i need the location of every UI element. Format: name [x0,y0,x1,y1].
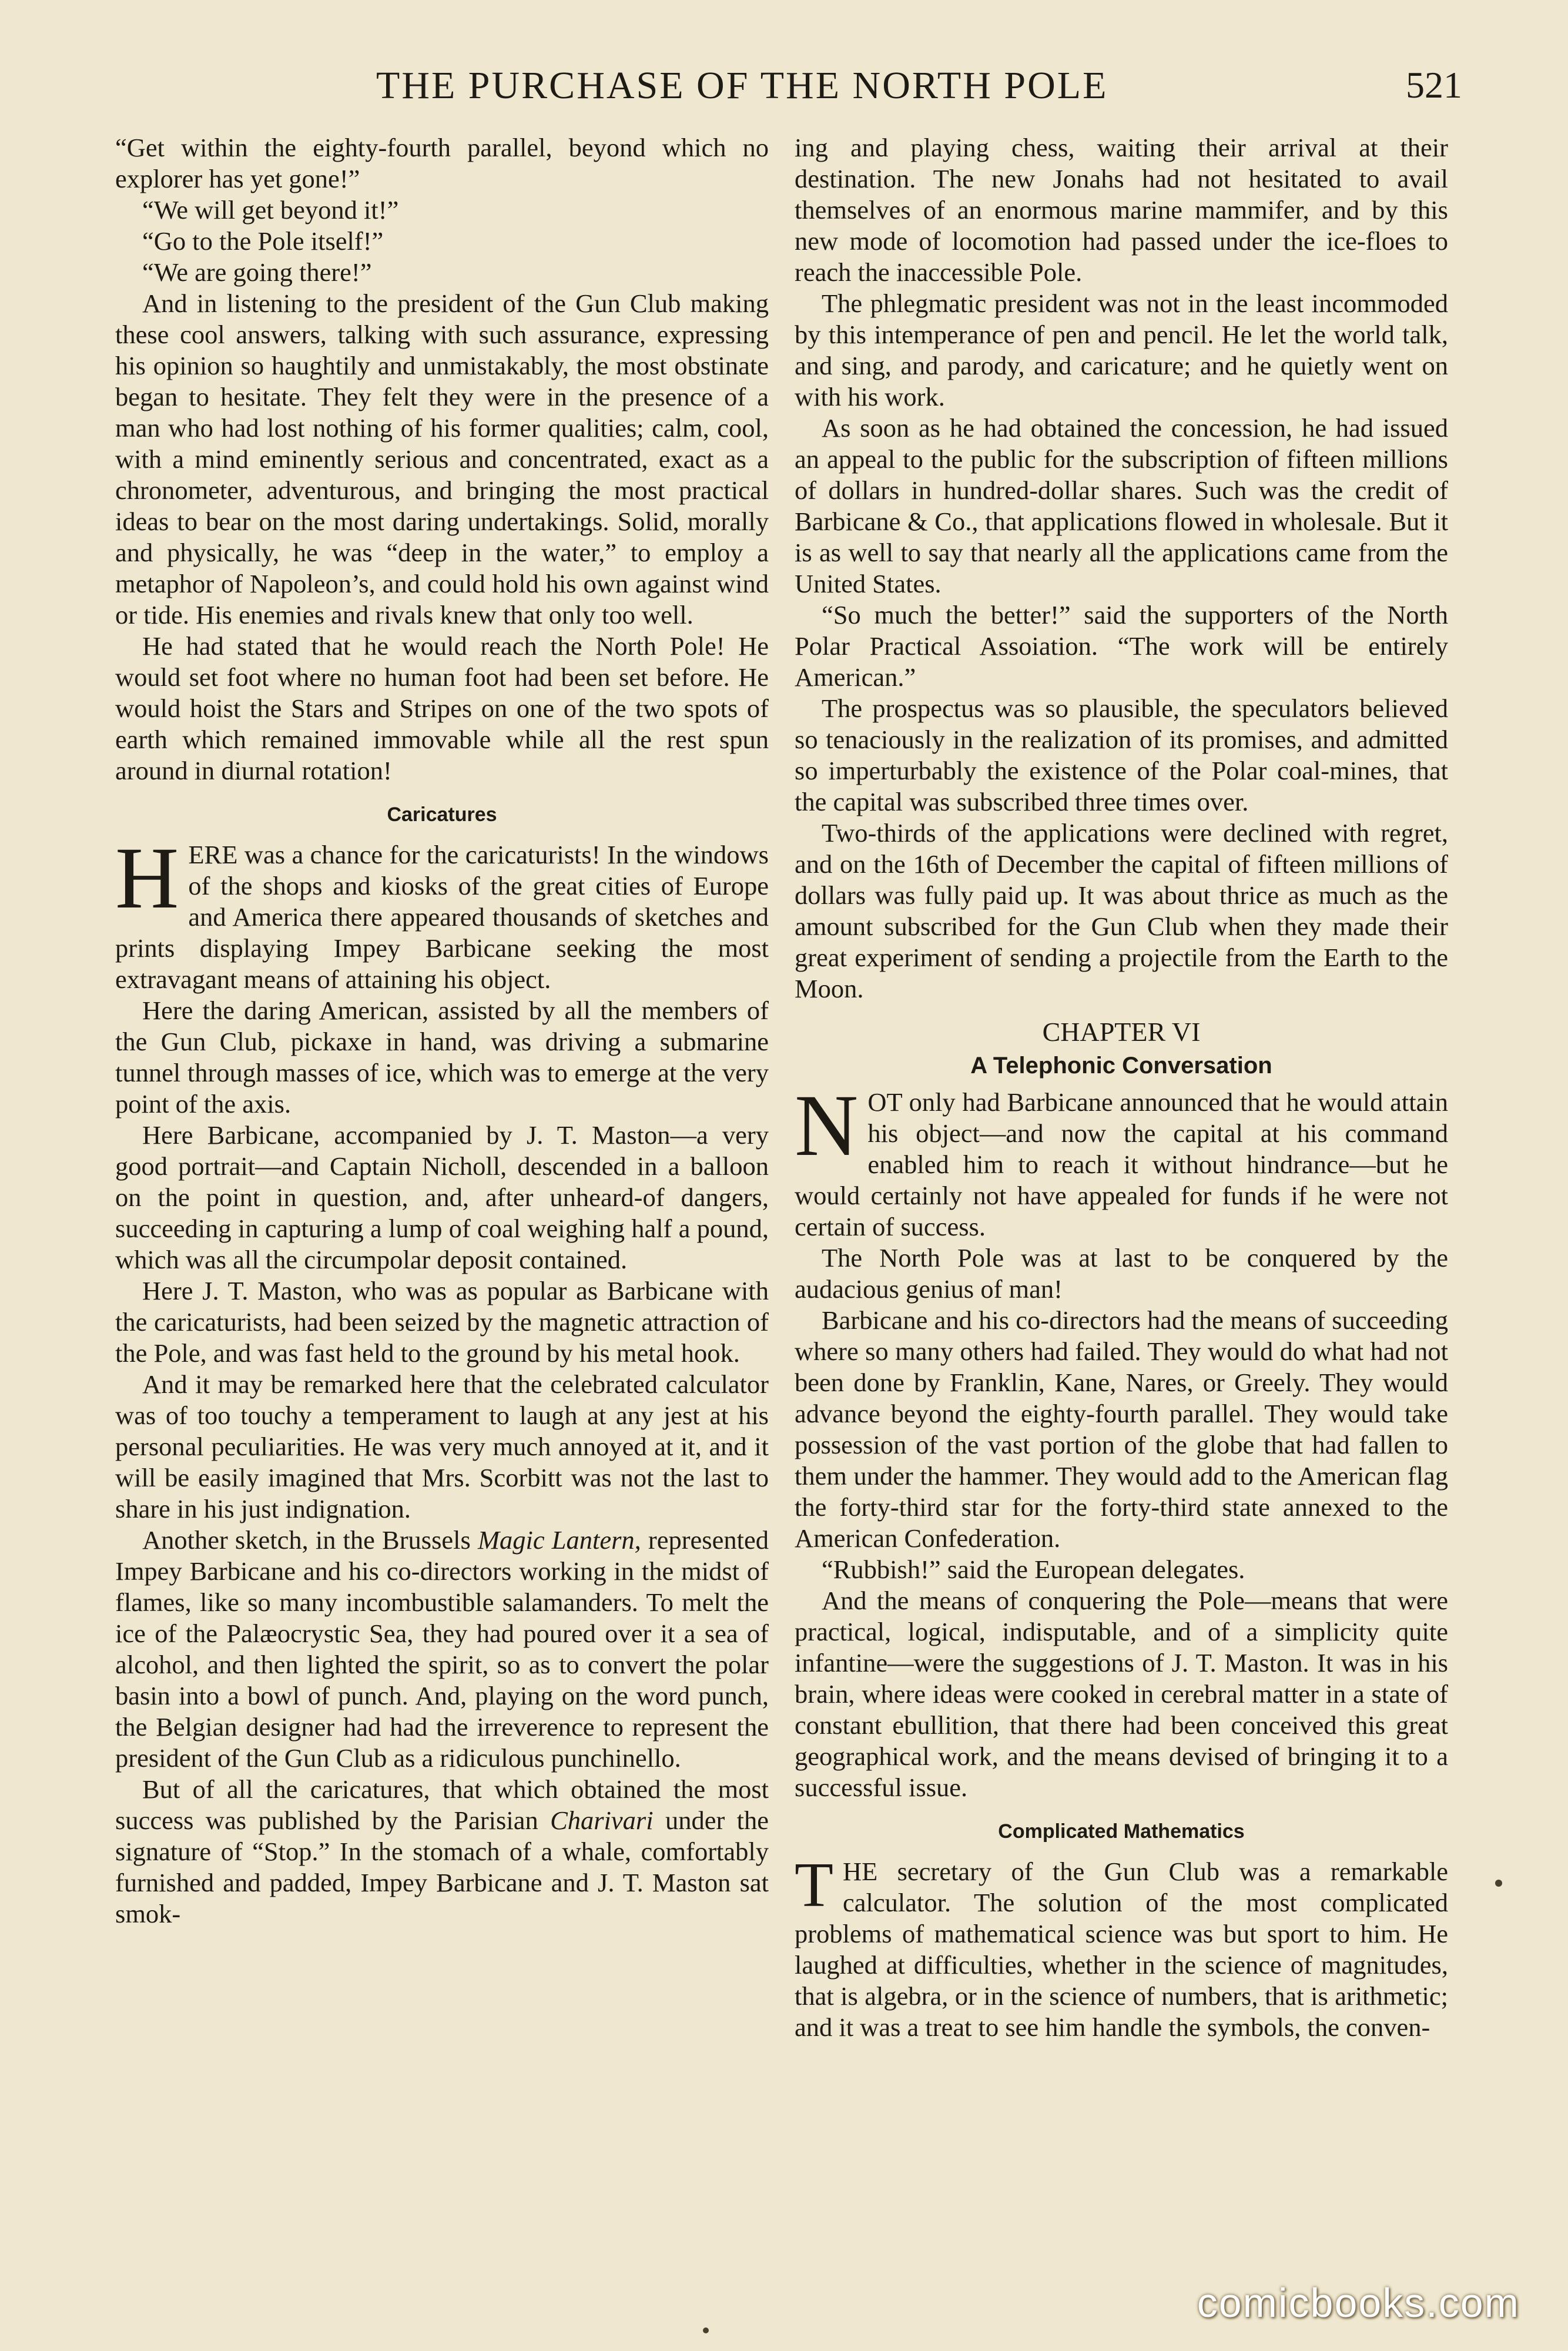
running-title: THE PURCHASE OF THE NORTH POLE [376,64,1108,107]
paragraph-text: Another sketch, in the Brussels [142,1525,478,1555]
paragraph-text: ERE was a chance for the caricaturists! In the windows of the shops and kiosks of the great cities of Europe and America there appeared thousands of sketches and prints displaying Impey Barbicane seeking the most extravagant means of attaining his object. [115,840,769,994]
paragraph: “Get within the eighty-fourth parallel, beyond which no explorer has yet gone!” [115,133,769,193]
paragraph: As soon as he had obtained the concession, he had issued an appeal to the public for the subscription of fifteen millions of dollars in hundred-dollar shares. Such was the credit of Barbicane & Co., that applications flowed in wholesale. But it is as well to say that nearly all the applications came from the United States. [795,413,1448,598]
paragraph: The phlegmatic president was not in the least incommoded by this intemperance of pen and pencil. He let the world talk, and sing, and parody, and caricature; and he quietly went on with his work. [795,289,1448,411]
drop-cap: T [795,1850,833,1920]
drop-cap: H [115,829,179,927]
paragraph: He had stated that he would reach the North Pole! He would set foot where no human foot had been set before. He would hoist the Stars and Stripes on one of the two spots of earth which remained immovable while all the rest spun around in diurnal rotation! [115,631,769,785]
paragraph: And the means of conquering the Pole—means that were practical, logical, indisputable, and of a simplicity quite infantine—were the suggestions of J. T. Maston. It was in his brain, where ideas were cooked in cerebral matter in a state of constant ebullition, that there had been conceived this great geographical work, and the means devised of bringing it to a successful issue. [795,1586,1448,1802]
paragraph: Here J. T. Maston, who was as popular as Barbicane with the caricaturists, had been seized by the magnetic attraction of the Pole, and was fast held to the ground by his metal hook. [115,1276,769,1368]
paragraph: “We are going there!” [142,257,372,287]
publication-title: Magic Lantern, [477,1525,641,1555]
paragraph: Here the daring American, assisted by all the members of the Gun Club, pickaxe in hand, was driving a submarine tunnel through masses of ice, which was to emerge at the very point of the axis. [115,996,769,1118]
page-header [118,63,1474,128]
paragraph: Barbicane and his co-directors had the means of succeeding where so many others had failed. They would do what had not been done by Franklin, Kane, Nares, or Greely. They would advance beyond the eighty-fourth parallel. They would take possession of the vast portion of the globe that had fallen to them under the hammer. They would add to the American flag the forty-third star for the forty-third state annexed to the American Confederation. [795,1305,1448,1553]
section-subhead: Caricatures [387,803,497,826]
left-column [115,132,769,1930]
drop-cap: N [795,1077,859,1174]
page-number: 521 [1406,64,1462,106]
paragraph: The prospectus was so plausible, the speculators believed so tenaciously in the realization of its promises, and admitted so imperturbably the existence of the Polar coal-mines, that the capital was subscribed three times over. [795,694,1448,816]
paragraph [115,1774,769,1930]
paragraph: Here Barbicane, accompanied by J. T. Maston—a very good portrait—and Captain Nicholl, descended in a balloon on the point in question, and, after unheard-of dangers, succeeding in capturing a lump of coal weighing half a pound, which was all the circumpolar deposit contained. [115,1120,769,1274]
paragraph-text: HE secretary of the Gun Club was a remarkable calculator. The solution of the most complicated problems of mathematical science was but sport to him. He laughed at difficulties, whether in the science of magnitudes, that is algebra, or in the science of numbers, that is arithmetic; and it was a treat to see him handle the symbols, the conven- [795,1857,1448,2042]
paragraph: ing and playing chess, waiting their arrival at their destination. The new Jonahs had not hesitated to avail themselves of an enormous marine mammifer, and by this new mode of locomotion had passed under the ice-floes to reach the inaccessible Pole. [795,133,1448,287]
publication-title: Charivari [550,1806,654,1835]
paragraph: “Go to the Pole itself!” [142,226,384,256]
right-column [795,132,1448,2043]
paragraph-text: OT only had Barbicane announced that he would attain his object—and now the capital at his command enabled him to reach it without hindrance—but he would certainly not have appealed for funds if he were not certain of success. [795,1087,1448,1241]
paragraph-text: under the signature of “Stop.” In the stomach of a whale, comfortably furnished and padded, Impey Barbicane and J. T. Maston sat smok- [115,1806,769,1928]
paragraph: “So much the better!” said the supporters of the North Polar Practical Assoiation. “The work will be entirely American.” [795,600,1448,692]
paragraph: The North Pole was at last to be conquered by the audacious genius of man! [795,1243,1448,1304]
paragraph-text: But of all the caricatures, that which obtained the most success was published by the Parisian [115,1774,769,1835]
paragraph-text: represented Impey Barbicane and his co-directors working in the midst of flames, like so many incombustible salamanders. To melt the ice of the Palæocrystic Sea, they had poured over it a sea of alcohol, and then lighted the spirit, so as to convert the polar basin into a bowl of punch. And, playing on the word punch, the Belgian designer had had the irreverence to represent the president of the Gun Club as a ridiculous punchinello. [115,1525,769,1773]
watermark: comicbooks.com [1197,2280,1520,2326]
paragraph [795,1077,1448,1243]
paragraph: And in listening to the president of the Gun Club making these cool answers, talking with such assurance, expressing his opinion so haughtily and unmistakably, the most obstinate began to hesitate. They felt they were in the presence of a man who had lost nothing of his former qualities; calm, cool, with a mind eminently serious and concentrated, exact as a chronometer, adventurous, and bringing the most practical ideas to bear on the most daring undertakings. Solid, morally and physically, he was “deep in the water,” to employ a metaphor of Napoleon’s, and could hold his own against wind or tide. His enemies and rivals knew that only too well. [115,289,769,629]
ink-speck [703,2327,709,2333]
paragraph [795,1850,1448,2043]
chapter-heading: CHAPTER VI [1042,1017,1201,1047]
paragraph [115,1525,769,1774]
chapter-title: A Telephonic Conversation [970,1053,1272,1079]
paragraph: And it may be remarked here that the celebrated calculator was of too touchy a temperament to laugh at any jest at his personal peculiarities. He was very much annoyed at it, and it will be easily imagined that Mrs. Scorbitt was not the last to share in his just indignation. [115,1369,769,1523]
paragraph: Two-thirds of the applications were declined with regret, and on the 16th of December the capital of fifteen millions of dollars was fully paid up. It was about thrice as much as the amount subscribed for the Gun Club when they made their great experiment of sending a projectile from the Earth to the Moon. [795,818,1448,1003]
section-subhead: Complicated Mathematics [998,1820,1245,1843]
paragraph [115,829,769,995]
paragraph: “We will get beyond it!” [142,195,399,225]
paragraph: “Rubbish!” said the European delegates. [822,1555,1245,1584]
ink-speck [1495,1880,1502,1887]
